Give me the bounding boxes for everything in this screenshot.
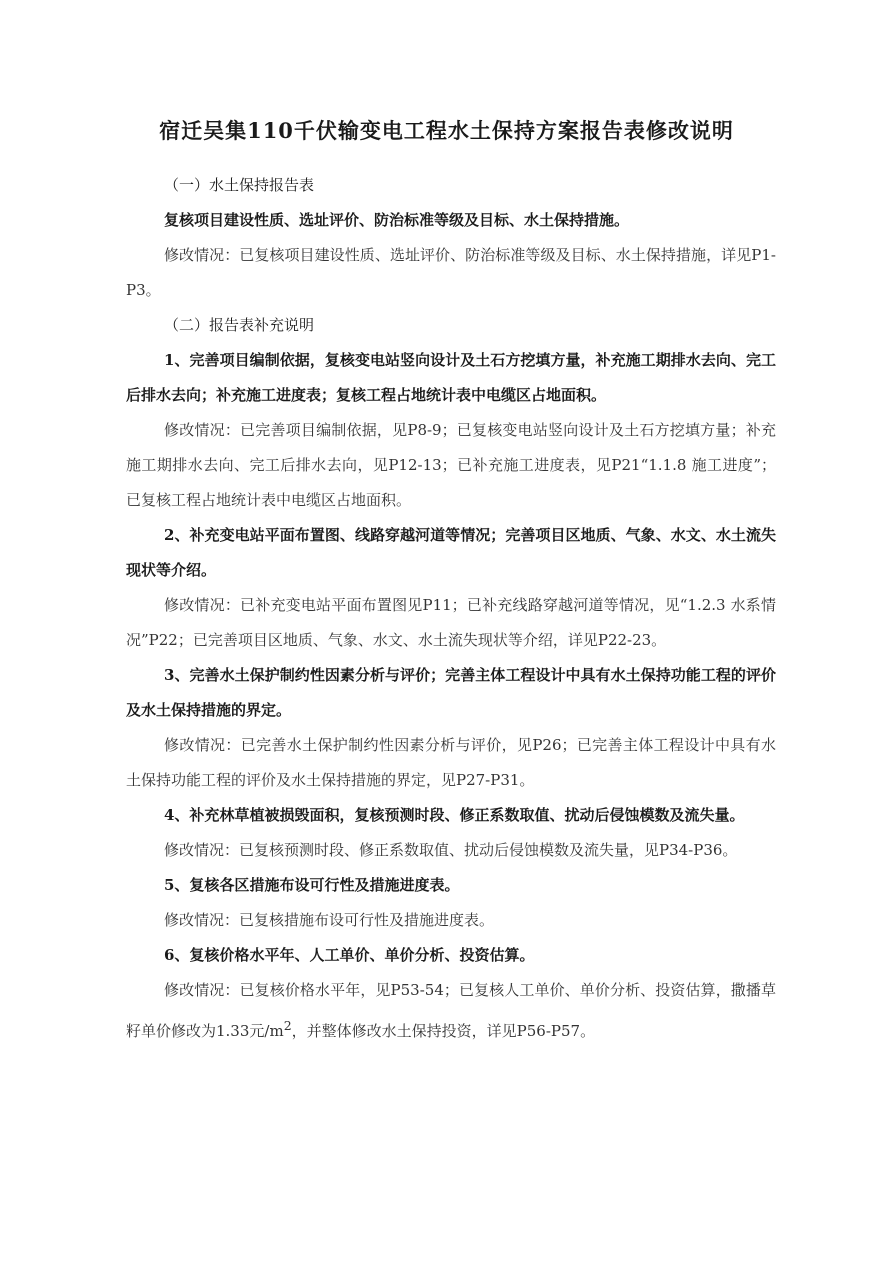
section-2-heading: （二）报告表补充说明 <box>164 316 315 334</box>
item-6-revision-pre: 修改情况：已复核价格水平年，见P53-54；已复核人工单价、单价分析、投资估算，撒播草籽单价修改为1.33元/m <box>126 981 776 1040</box>
item-6-revision-sup: 2 <box>283 1018 292 1033</box>
item-1-text: 1、完善项目编制依据，复核变电站竖向设计及土石方挖填方量，补充施工期排水去向、完工后排水去向；补充施工进度表；复核工程占地统计表中电缆区占地面积。 <box>126 351 776 404</box>
item-1-revision: 修改情况：已完善项目编制依据，见P8-9；已复核变电站竖向设计及土石方挖填方量；补充施工期排水去向、完工后排水去向，见P12-13；已补充施工进度表，见P21“1.1.8 施工进度”；已复核工程占地统计表中电缆区占地面积。 <box>126 421 776 509</box>
item-5-text: 5、复核各区措施布设可行性及措施进度表。 <box>164 876 460 894</box>
item-3-revision: 修改情况：已完善水土保护制约性因素分析与评价，见P26；已完善主体工程设计中具有水土保持功能工程的评价及水土保持措施的界定，见P27-P31。 <box>126 736 776 789</box>
item-6-revision <box>126 973 776 1049</box>
item-6-revision-post: ，并整体修改水土保持投资，详见P56-P57。 <box>291 1022 596 1040</box>
item-2-revision: 修改情况：已补充变电站平面布置图见P11；已补充线路穿越河道等情况，见“1.2.3 水系情况”P22；已完善项目区地质、气象、水文、水土流失现状等介绍，详见P22-23。 <box>126 596 776 649</box>
item-4-text: 4、补充林草植被损毁面积，复核预测时段、修正系数取值、扰动后侵蚀模数及流失量。 <box>164 806 745 824</box>
item-3-text: 3、完善水土保护制约性因素分析与评价；完善主体工程设计中具有水土保持功能工程的评价及水土保持措施的界定。 <box>126 666 776 719</box>
section-1-heading: （一）水土保持报告表 <box>164 176 315 194</box>
document-body <box>126 168 776 1049</box>
item-4-revision: 修改情况：已复核预测时段、修正系数取值、扰动后侵蚀模数及流失量，见P34-P36。 <box>164 841 738 859</box>
section-1-revision: 修改情况：已复核项目建设性质、选址评价、防治标准等级及目标、水土保持措施，详见P1-P3。 <box>126 246 776 299</box>
item-6-text: 6、复核价格水平年、人工单价、单价分析、投资估算。 <box>164 946 535 964</box>
section-1-item: 复核项目建设性质、选址评价、防治标准等级及目标、水土保持措施。 <box>164 211 630 229</box>
document-title: 宿迁吴集110千伏输变电工程水土保持方案报告表修改说明 <box>159 118 734 143</box>
item-2-text: 2、补充变电站平面布置图、线路穿越河道等情况；完善项目区地质、气象、水文、水土流失现状等介绍。 <box>126 526 776 579</box>
item-5-revision: 修改情况：已复核措施布设可行性及措施进度表。 <box>164 911 495 929</box>
